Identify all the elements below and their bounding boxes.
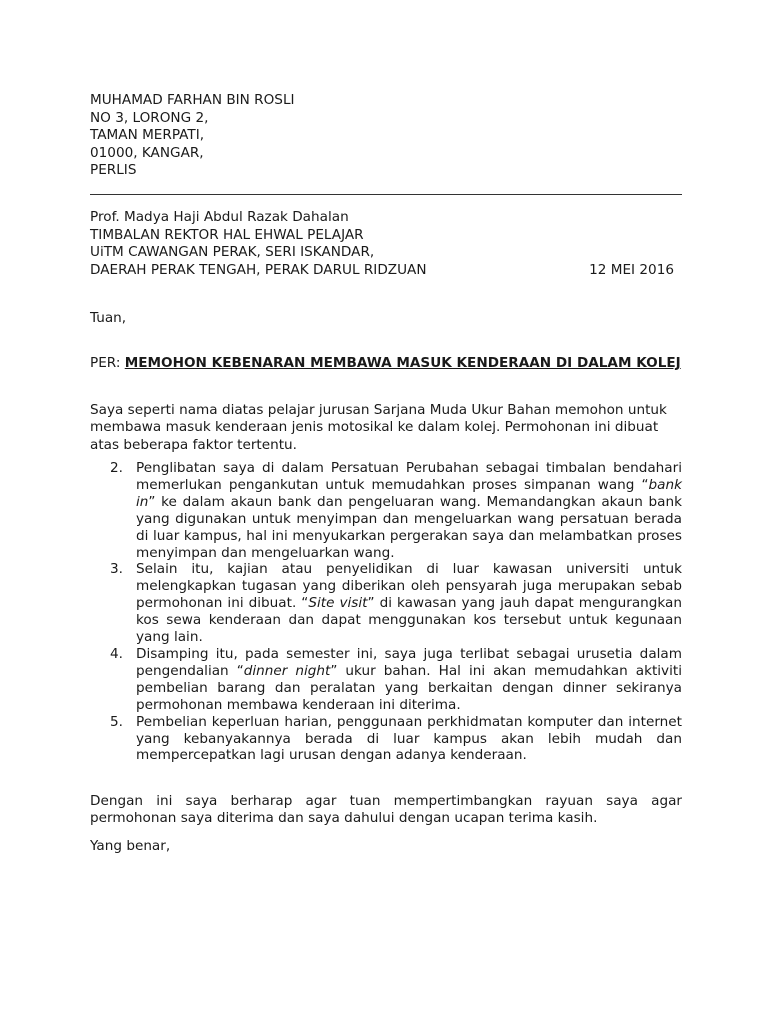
reason-item [90, 646, 682, 714]
recipient-line: DAERAH PERAK TENGAH, PERAK DARUL RIDZUAN [90, 261, 427, 278]
sender-address-line: PERLIS [90, 162, 137, 179]
reason-number: 2. [110, 460, 123, 476]
recipient-line: TIMBALAN REKTOR HAL EHWAL PELAJAR [90, 226, 364, 243]
sender-address-block [90, 92, 295, 180]
reason-item [90, 460, 682, 561]
sender-address-line: TAMAN MERPATI, [90, 127, 205, 144]
recipient-line: Prof. Madya Haji Abdul Razak Dahalan [90, 209, 349, 225]
header-divider [90, 194, 682, 195]
reason-text: ” ukur bahan. Hal ini akan memudahkan aktiviti pembelian barang dan peralatan yang berkaitan dengan dinner sekiranya permohonan membawa kenderaan ini diterima. [136, 662, 682, 713]
recipient-address-block [90, 209, 682, 279]
reason-text: Penglibatan saya di dalam Persatuan Perubahan sebagai timbalan bendahari memerlukan pengankutan untuk memudahkan proses simpanan wang “ [136, 460, 682, 493]
reason-number: 4. [110, 645, 123, 662]
reason-item [90, 561, 682, 646]
reason-emphasis-text: bank in [136, 476, 682, 510]
reason-number: 5. [110, 713, 123, 730]
subject-prefix: PER: [90, 355, 125, 371]
sender-name: MUHAMAD FARHAN BIN ROSLI [90, 92, 295, 108]
signoff: Yang benar, [90, 838, 171, 854]
sender-address-line: 01000, KANGAR, [90, 144, 204, 161]
recipient-line-last [90, 262, 682, 280]
subject-line [90, 355, 682, 372]
letter-date: 12 MEI 2016 [589, 261, 674, 278]
reason-number: 3. [110, 561, 123, 578]
reason-text: Disamping itu, pada semester ini, saya juga terlibat sebagai urusetia dalam pengendalian “ [136, 645, 682, 679]
reasons-list [90, 460, 682, 764]
closing-paragraph: Dengan ini saya berharap agar tuan mempertimbangkan rayuan saya agar permohonan saya diterima dan saya dahului dengan ucapan terima kasih. [90, 793, 682, 827]
intro-paragraph: Saya seperti nama diatas pelajar jurusan Sarjana Muda Ukur Bahan memohon untuk membawa masuk kenderaan jenis motosikal ke dalam kolej. Permohonan ini dibuat atas beberapa faktor tertentu. [90, 402, 667, 453]
reason-text: Selain itu, kajian atau penyelidikan di luar kawasan universiti untuk melengkapkan tugasan yang diberikan oleh pensyarah juga merupakan sebab permohonan ini dibuat. “ [136, 561, 682, 612]
salutation: Tuan, [90, 310, 127, 326]
recipient-line: UiTM CAWANGAN PERAK, SERI ISKANDAR, [90, 244, 375, 261]
subject-title: MEMOHON KEBENARAN MEMBAWA MASUK KENDERAAN DI DALAM KOLEJ [124, 355, 681, 371]
reason-text: Pembelian keperluan harian, penggunaan perkhidmatan komputer dan internet yang kebanyakannya berada di luar kampus akan lebih mudah dan mempercepatkan lagi urusan dengan adanya kenderaan. [136, 713, 682, 764]
reason-emphasis-text: Site visit [308, 595, 368, 612]
reason-text: ” di kawasan yang jauh dapat mengurangkan kos sewa kenderaan dan dapat menggunakan kos tersebut untuk kegunaan yang lain. [136, 595, 683, 646]
sender-address-line: NO 3, LORONG 2, [90, 109, 209, 126]
reason-text: ” ke dalam akaun bank dan pengeluaran wang. Memandangkan akaun bank yang digunakan untuk menyimpan dan mengeluarkan wang persatuan berada di luar kampus, hal ini menyukarkan pergerakan saya dan melambatkan proses menyimpan dan mengeluarkan wang. [136, 493, 682, 561]
reason-item [90, 714, 682, 765]
reason-emphasis-text: dinner night [243, 662, 331, 679]
